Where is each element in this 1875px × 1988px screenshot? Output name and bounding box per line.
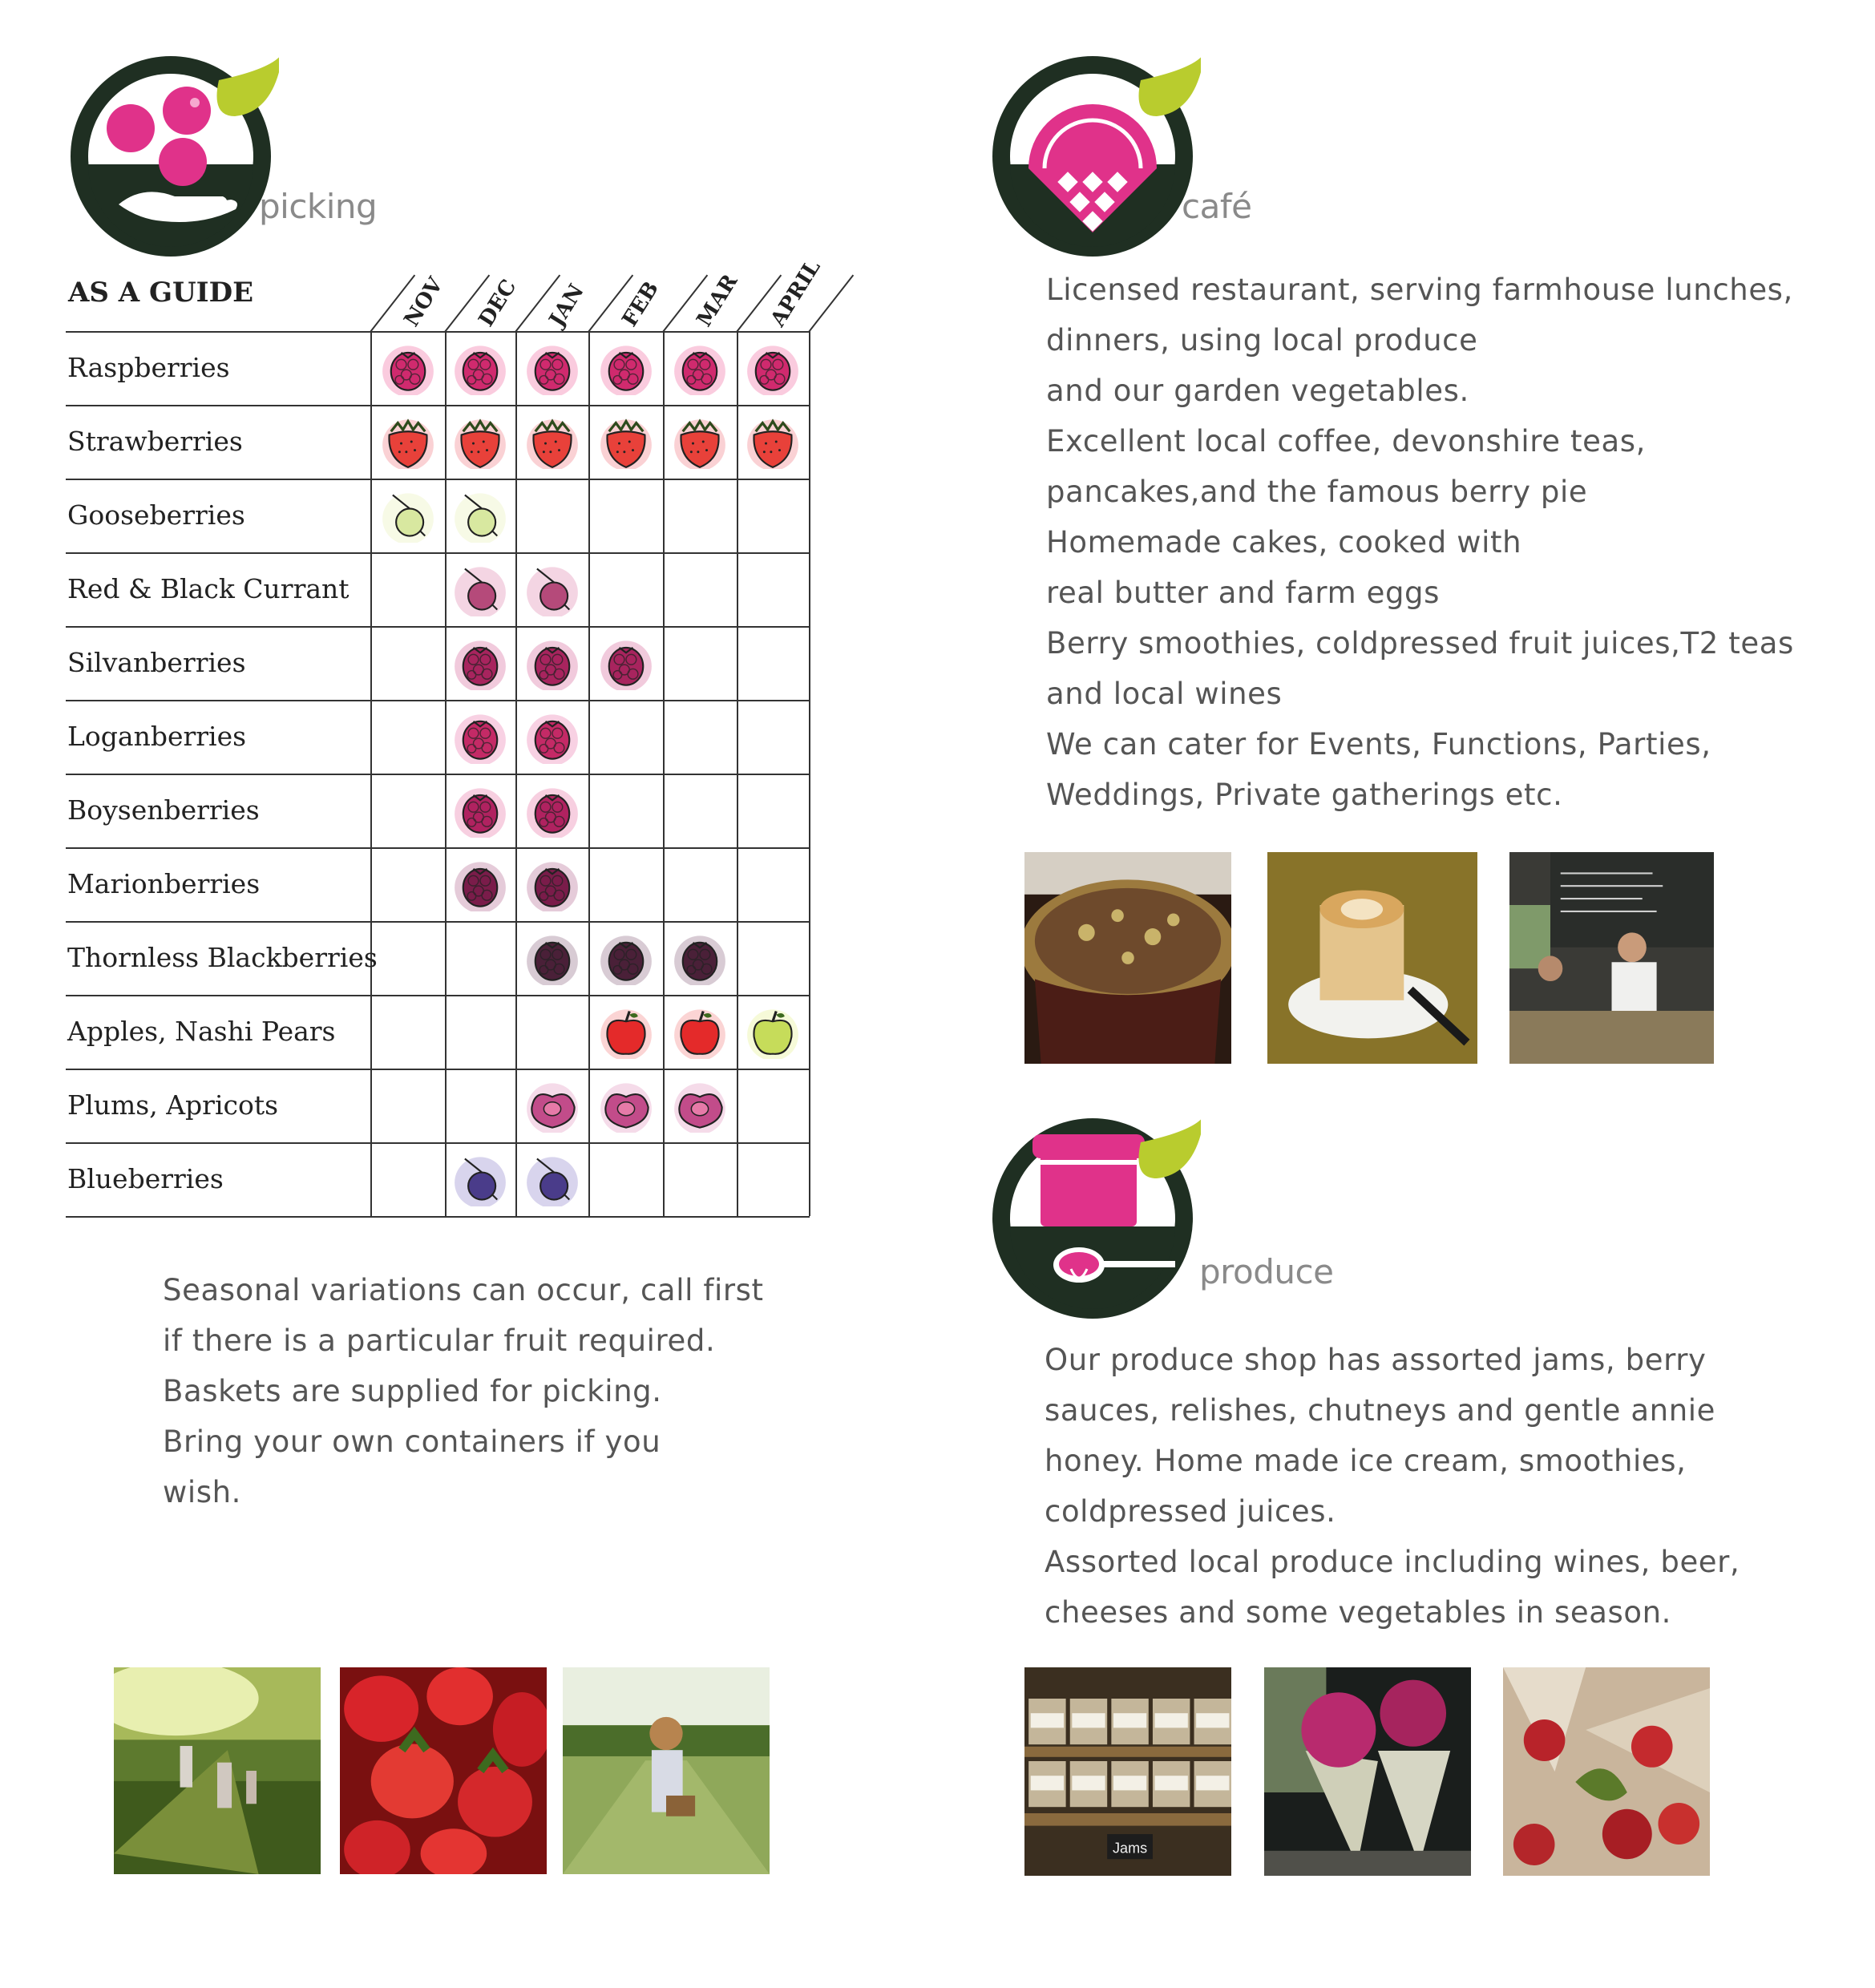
grid-vline xyxy=(737,331,738,1216)
raspberry-icon xyxy=(673,341,727,395)
currant-icon xyxy=(525,562,580,616)
picking-line: wish. xyxy=(163,1475,242,1509)
produce-line: Assorted local produce including wines, beer, xyxy=(1045,1545,1740,1579)
grid-hline xyxy=(66,552,810,554)
fruit-name: Boysenberries xyxy=(67,794,260,826)
month-header: NOV xyxy=(399,273,449,331)
produce-logo xyxy=(984,1110,1201,1327)
marionberry-icon xyxy=(453,857,507,911)
picking-line: Baskets are supplied for picking. xyxy=(163,1374,662,1408)
grid-hline xyxy=(66,479,810,480)
apple-icon xyxy=(746,1004,800,1059)
strawberry-icon xyxy=(673,414,727,469)
photo-apples-in-bags xyxy=(1503,1667,1710,1876)
raspberry-icon xyxy=(746,341,800,395)
month-header: APRIL xyxy=(766,256,826,331)
strawberry-icon xyxy=(453,414,507,469)
plum-icon xyxy=(525,1078,580,1133)
cafe-line: Homemade cakes, cooked with xyxy=(1046,525,1522,560)
grid-vline xyxy=(663,331,665,1216)
cafe-line: dinners, using local produce xyxy=(1046,323,1478,358)
picking-line: Bring your own containers if you xyxy=(163,1424,661,1459)
picking-line: Seasonal variations can occur, call first xyxy=(163,1273,764,1307)
grid-hline xyxy=(66,626,810,628)
month-header: DEC xyxy=(474,275,522,331)
produce-line: honey. Home made ice cream, smoothies, xyxy=(1045,1444,1687,1478)
produce-label: produce xyxy=(1199,1252,1334,1291)
cafe-line: Berry smoothies, coldpressed fruit juices,T2 teas xyxy=(1046,626,1794,661)
produce-line: coldpressed juices. xyxy=(1045,1494,1336,1529)
photo-girl-with-basket xyxy=(563,1667,770,1874)
blueberry-icon xyxy=(453,1152,507,1206)
plum-icon xyxy=(599,1078,653,1133)
plum-icon xyxy=(673,1078,727,1133)
photo-children-picking xyxy=(114,1667,321,1874)
grid-vline xyxy=(515,331,517,1216)
grid-hline xyxy=(66,1216,810,1218)
fruit-name: Raspberries xyxy=(67,352,230,383)
currant-icon xyxy=(453,562,507,616)
fruit-name: Plums, Apricots xyxy=(67,1089,279,1121)
strawberry-icon xyxy=(599,414,653,469)
grid-hline xyxy=(66,1142,810,1144)
month-header: JAN xyxy=(544,280,589,331)
cafe-line: Excellent local coffee, devonshire teas, xyxy=(1046,424,1646,459)
guide-title: AS A GUIDE xyxy=(68,277,253,309)
raspberry-icon xyxy=(525,341,580,395)
fruit-name: Blueberries xyxy=(67,1163,224,1194)
grid-vline xyxy=(809,331,810,1216)
cafe-line: We can cater for Events, Functions, Parties, xyxy=(1046,727,1711,762)
boysenberry-icon xyxy=(453,783,507,838)
fruit-name: Silvanberries xyxy=(67,647,246,678)
grid-hline xyxy=(66,774,810,775)
loganberry-icon xyxy=(525,709,580,764)
grid-hline xyxy=(66,995,810,996)
grid-hline xyxy=(66,1069,810,1070)
raspberry-icon xyxy=(453,341,507,395)
fruit-name: Apples, Nashi Pears xyxy=(67,1016,336,1047)
blackberry-icon xyxy=(673,931,727,985)
cafe-line: pancakes,and the famous berry pie xyxy=(1046,475,1588,509)
produce-line: Our produce shop has assorted jams, berry xyxy=(1045,1343,1707,1377)
silvanberry-icon xyxy=(453,636,507,690)
loganberry-icon xyxy=(453,709,507,764)
apple-icon xyxy=(599,1004,653,1059)
produce-line: cheeses and some vegetables in season. xyxy=(1045,1595,1672,1630)
photo-strawberries xyxy=(340,1667,547,1874)
photo-coffee xyxy=(1267,852,1477,1064)
produce-line: sauces, relishes, chutneys and gentle annie xyxy=(1045,1393,1716,1428)
fruit-name: Strawberries xyxy=(67,426,243,457)
photo-cafe-interior xyxy=(1509,852,1714,1064)
fruit-name: Gooseberries xyxy=(67,499,245,531)
berry-pie-icon xyxy=(984,48,1201,265)
blackberry-icon xyxy=(599,931,653,985)
picking-line: if there is a particular fruit required. xyxy=(163,1323,716,1358)
photo-ice-cream-cones xyxy=(1264,1667,1471,1876)
silvanberry-icon xyxy=(599,636,653,690)
cafe-line: Weddings, Private gatherings etc. xyxy=(1046,778,1563,812)
grid-hline xyxy=(66,405,810,406)
month-header: MAR xyxy=(692,270,743,331)
grid-hline xyxy=(66,331,810,333)
cafe-logo xyxy=(984,48,1201,265)
produce-text xyxy=(1045,1335,1740,1638)
photo-jams-shelf xyxy=(1024,1667,1231,1876)
blueberry-icon xyxy=(525,1152,580,1206)
berries-in-hand-icon xyxy=(63,48,279,265)
cafe-text xyxy=(1046,265,1794,820)
jam-jar-and-spoon-icon xyxy=(984,1110,1201,1327)
gooseberry-icon xyxy=(381,488,435,543)
fruit-name: Thornless Blackberries xyxy=(67,942,378,973)
fruit-name: Marionberries xyxy=(67,868,261,899)
strawberry-icon xyxy=(525,414,580,469)
marionberry-icon xyxy=(525,857,580,911)
grid-hline xyxy=(66,921,810,923)
cafe-line: and local wines xyxy=(1046,677,1283,711)
fruit-name: Red & Black Currant xyxy=(67,573,350,604)
strawberry-icon xyxy=(381,414,435,469)
photo-berry-pie xyxy=(1024,852,1231,1064)
boysenberry-icon xyxy=(525,783,580,838)
grid-vline xyxy=(370,331,372,1216)
silvanberry-icon xyxy=(525,636,580,690)
grid-hline xyxy=(66,847,810,849)
picking-label: picking xyxy=(259,187,378,226)
grid-vline xyxy=(588,331,590,1216)
fruit-name: Loganberries xyxy=(67,721,247,752)
cafe-line: Licensed restaurant, serving farmhouse lunches, xyxy=(1046,273,1793,307)
strawberry-icon xyxy=(746,414,800,469)
raspberry-icon xyxy=(381,341,435,395)
gooseberry-icon xyxy=(453,488,507,543)
picking-text xyxy=(163,1265,764,1517)
month-header: FEB xyxy=(617,277,664,331)
apple-icon xyxy=(673,1004,727,1059)
blackberry-icon xyxy=(525,931,580,985)
picking-logo xyxy=(63,48,279,265)
grid-hline xyxy=(66,700,810,701)
jams-sign: Jams xyxy=(1113,1840,1148,1857)
cafe-line: and our garden vegetables. xyxy=(1046,374,1469,408)
grid-vline xyxy=(445,331,447,1216)
raspberry-icon xyxy=(599,341,653,395)
cafe-label: café xyxy=(1182,187,1252,226)
cafe-line: real butter and farm eggs xyxy=(1046,576,1441,610)
